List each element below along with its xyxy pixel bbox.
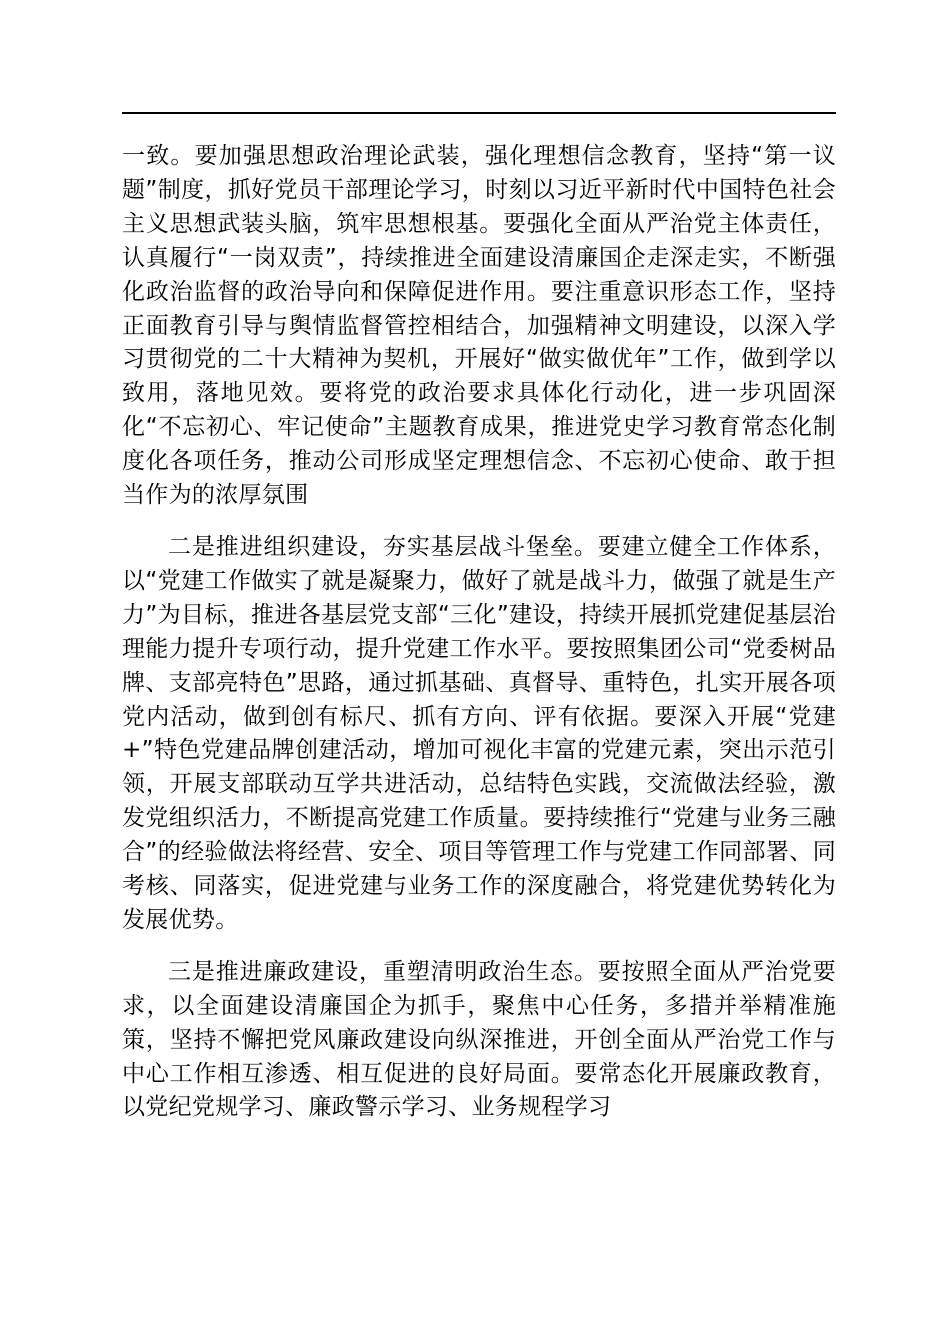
paragraph-3: 三是推进廉政建设，重塑清明政治生态。要按照全面从严治党要求，以全面建设清廉国企为抓手，聚焦中心任务，多措并举精准施策，坚持不懈把党风廉政建设向纵深推进，开创全面从严治党工作与中心工作相互渗透、相互促进的良好局面。要常态化开展廉政教育，以党纪党规学习、廉政警示学习、业务规程学习 <box>122 958 836 1121</box>
body-text <box>122 140 836 1125</box>
paragraph-2: 二是推进组织建设，夯实基层战斗堡垒。要建立健全工作体系，以“党建工作做实了就是凝聚力，做好了就是战斗力，做强了就是生产力”为目标，推进各基层党支部“三化”建设，持续开展抓党建促基层治理能力提升专项行动，提升党建工作水平。要按照集团公司“党委树品牌、支部亮特色”思路，通过抓基础、真督导、重特色，扎实开展各项党内活动，做到创有标尺、抓有方向、评有依据。要深入开展“党建+”特色党建品牌创建活动，增加可视化丰富的党建元素，突出示范引领，开展支部联动互学共进活动，总结特色实践，交流做法经验，激发党组织活力，不断提高党建工作质量。要持续推行“党建与业务三融合”的经验做法将经营、安全、项目等管理工作与党建工作同部署、同考核、同落实，促进党建与业务工作的深度融合，将党建优势转化为发展优势。 <box>122 533 836 933</box>
paragraph-1: 一致。要加强思想政治理论武装，强化理想信念教育，坚持“第一议题”制度，抓好党员干部理论学习，时刻以习近平新时代中国特色社会主义思想武装头脑，筑牢思想根基。要强化全面从严治党主体责任，认真履行“一岗双责”，持续推进全面建设清廉国企走深走实，不断强化政治监督的政治导向和保障促进作用。要注重意识形态工作，坚持正面教育引导与舆情监督管控相结合，加强精神文明建设，以深入学习贯彻党的二十大精神为契机，开展好“做实做优年”工作，做到学以致用，落地见效。要将党的政治要求具体化行动化，进一步巩固深化“不忘初心、牢记使命”主题教育成果，推进党史学习教育常态化制度化各项任务，推动公司形成坚定理想信念、不忘初心使命、敢于担当作为的浓厚氛围 <box>122 143 836 509</box>
header-rule <box>122 112 836 114</box>
